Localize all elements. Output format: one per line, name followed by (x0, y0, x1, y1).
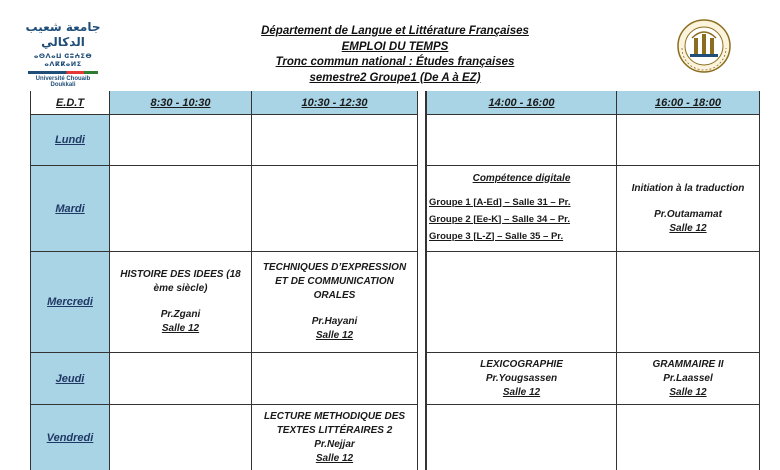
course-title: TECHNIQUES D’EXPRESSION ET DE COMMUNICATION ORALES (262, 262, 407, 301)
cell-empty (616, 405, 760, 470)
day-jeudi: Jeudi (30, 353, 109, 404)
cell-empty (426, 115, 616, 165)
course-room: Salle 12 (502, 386, 541, 398)
cell-empty (251, 166, 417, 251)
course-room: Salle 12 (161, 323, 200, 334)
cell-grammaire (616, 353, 760, 404)
course-title: LEXICOGRAPHIE (480, 358, 563, 370)
table-row-mercredi (30, 252, 760, 353)
cell-empty (109, 405, 251, 470)
logo-color-bar (28, 71, 98, 74)
course-room: Salle 12 (315, 330, 354, 341)
group-line: Groupe 2 [Ee-K] – Salle 34 – Pr. (429, 213, 570, 225)
cell-empty (426, 252, 616, 352)
cell-empty (109, 115, 251, 165)
university-name-arabic: جامعة شعيب الدكالي (25, 20, 101, 49)
day-mercredi: Mercredi (30, 252, 109, 352)
group-line: Groupe 1 [A-Ed] – Salle 31 – Pr. (429, 196, 571, 208)
cell-techniques-expression (251, 252, 417, 352)
semester-group: semestre2 Groupe1 (De A à EZ) (309, 71, 481, 84)
cell-lexicographie (426, 353, 616, 404)
time-slot-1: 8:30 - 10:30 (109, 91, 251, 114)
day-mardi: Mardi (30, 166, 109, 251)
cell-empty (251, 353, 417, 404)
department-title: Département de Langue et Littérature Françaises (261, 25, 529, 37)
faculty-seal-icon (676, 18, 732, 74)
course-title: Initiation à la traduction (631, 182, 745, 194)
cell-traduction (616, 166, 760, 251)
university-name-french: Université Chouaib Doukkali (35, 76, 91, 88)
group-line: Groupe 3 [L-Z] – Salle 35 – Pr. (429, 230, 564, 242)
cell-empty (251, 115, 417, 165)
table-row-jeudi (30, 353, 760, 405)
course-room: Salle 12 (669, 222, 707, 234)
course-professor: Pr.Nejjar (314, 438, 355, 450)
edt-corner: E.D.T (30, 91, 109, 114)
table-row-lundi (30, 115, 760, 166)
course-professor: Pr.Outamamat (654, 208, 722, 220)
course-title: HISTOIRE DES IDEES (18 ème siècle) (120, 269, 241, 294)
cell-empty (616, 252, 760, 352)
cell-empty (109, 166, 251, 251)
university-name-tifinagh: ⴰⵙⴷⴰⵡ ⵛⵓⵄⵉⴱ ⴰⴷⴽⴽⴰⵍⵉ (33, 53, 93, 68)
course-room: Salle 12 (315, 452, 354, 464)
time-slot-3: 14:00 - 16:00 (426, 91, 616, 114)
course-title: GRAMMAIRE II (652, 358, 724, 370)
course-professor: Pr.Laassel (663, 372, 713, 384)
day-vendredi: Vendredi (30, 405, 109, 470)
cell-empty (616, 115, 760, 165)
day-lundi: Lundi (30, 115, 109, 165)
course-title: LECTURE METHODIQUE DES TEXTES LITTÉRAIRES 2 (263, 410, 406, 436)
time-slot-4: 16:00 - 18:00 (616, 91, 760, 114)
cell-histoire-des-idees (109, 252, 251, 352)
cell-lecture-methodique (251, 405, 417, 470)
course-professor: Pr.Zgani (160, 309, 201, 320)
schedule-title: EMPLOI DU TEMPS (341, 40, 449, 53)
lunch-separator (417, 91, 426, 470)
course-room: Salle 12 (669, 386, 707, 398)
cell-competence-digitale (426, 166, 616, 251)
cell-empty (109, 353, 251, 404)
cell-empty (426, 405, 616, 470)
table-row-mardi (30, 166, 760, 252)
document-header (210, 24, 580, 86)
course-professor: Pr.Yougsassen (485, 372, 558, 384)
time-slot-2: 10:30 - 12:30 (251, 91, 417, 114)
program-title: Tronc commun national : Études françaises (275, 56, 515, 68)
university-logo (24, 20, 102, 88)
course-professor: Pr.Hayani (311, 316, 358, 327)
table-header-row (30, 91, 760, 115)
table-row-vendredi (30, 405, 760, 470)
course-title: Compétence digitale (472, 172, 571, 184)
timetable (30, 91, 760, 470)
